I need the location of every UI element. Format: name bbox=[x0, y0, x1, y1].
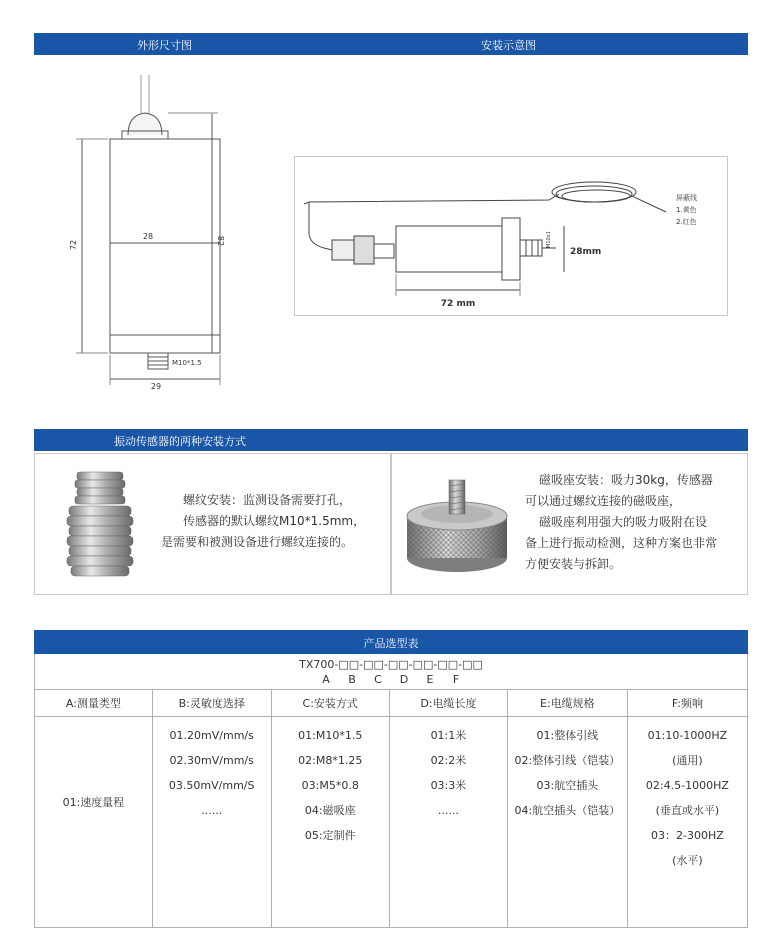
col-cable-spec bbox=[507, 717, 627, 928]
option-item: 04:磁吸座 bbox=[304, 804, 356, 817]
install-diagram-title: 安装示意图 bbox=[481, 39, 536, 52]
option-item: 05:定制件 bbox=[304, 829, 356, 842]
col-measure-type bbox=[35, 717, 153, 928]
option-item: 03:航空插头 bbox=[536, 779, 599, 792]
install-length: 72 mm bbox=[440, 299, 476, 309]
magnet-mount-line1: 磁吸座安装：吸力30kg，传感器 bbox=[539, 473, 713, 487]
letter-d: D bbox=[399, 673, 409, 686]
option-item: 03.50mV/mm/S bbox=[168, 779, 255, 792]
install-wire-label: 屏蔽线 bbox=[676, 194, 697, 202]
selection-body-row bbox=[35, 717, 748, 928]
option-item: 03:3米 bbox=[430, 779, 467, 792]
screw-mount-panel bbox=[34, 453, 392, 595]
install-diagram bbox=[294, 156, 728, 316]
option-item: (通用) bbox=[672, 754, 703, 767]
option-item: 03：2-300HZ bbox=[651, 829, 724, 842]
header-mount-method: C:安装方式 bbox=[271, 690, 389, 717]
header-measure-type: A:测量类型 bbox=[35, 690, 153, 717]
selection-table-title: 产品选型表 bbox=[363, 637, 419, 650]
letter-f: F bbox=[452, 673, 460, 686]
magnet-mount-line4: 备上进行振动检测，这种方案也非常 bbox=[525, 536, 718, 550]
letter-c: C bbox=[374, 673, 382, 686]
mount-methods-title: 振动传感器的两种安装方式 bbox=[114, 435, 246, 448]
threaded-stud-image bbox=[61, 466, 151, 586]
dim-thread: M10*1.5 bbox=[172, 359, 202, 367]
option-item: 02.30mV/mm/s bbox=[169, 754, 254, 767]
option-item: (水平) bbox=[672, 854, 703, 867]
install-thread-label: M10x1 bbox=[546, 231, 552, 248]
dim-diameter: 28 bbox=[142, 232, 154, 241]
model-code-row bbox=[34, 654, 748, 690]
header-frequency: F:频响 bbox=[627, 690, 747, 717]
install-diameter: 28mm bbox=[570, 247, 602, 257]
dim-height-total: 82 bbox=[216, 235, 225, 247]
magnet-mount-line5: 方便安装与拆卸。 bbox=[525, 557, 622, 571]
screw-mount-line1: 螺纹安装：监测设备需要打孔， bbox=[183, 493, 352, 507]
option-item: ...... bbox=[437, 804, 459, 817]
model-code: TX700-□□-□□-□□-□□-□□-□□ bbox=[299, 658, 483, 671]
dimension-drawing bbox=[60, 75, 240, 395]
dimensions-header-bar bbox=[34, 33, 748, 55]
model-code-letters bbox=[35, 673, 747, 686]
letter-e: E bbox=[426, 673, 434, 686]
magnet-mount-panel bbox=[390, 453, 748, 595]
mount-methods-header-bar bbox=[34, 429, 748, 451]
header-cable-length: D:电缆长度 bbox=[389, 690, 507, 717]
option-item: 01:10-1000HZ bbox=[647, 729, 728, 742]
magnet-mount-line2: 可以通过螺纹连接的磁吸座， bbox=[525, 494, 682, 508]
option-item: 02:M8*1.25 bbox=[298, 754, 363, 767]
screw-mount-line2: 传感器的默认螺纹M10*1.5mm， bbox=[183, 514, 366, 528]
install-wire-2: 2.红色 bbox=[676, 218, 697, 226]
option-item: 03:M5*0.8 bbox=[301, 779, 359, 792]
col-cable-length bbox=[389, 717, 507, 928]
option-item: (垂直或水平) bbox=[655, 804, 720, 817]
selection-header-row bbox=[35, 690, 748, 717]
dim-height-body: 72 bbox=[69, 239, 78, 251]
letter-a: A bbox=[322, 673, 330, 686]
option-item: 01.20mV/mm/s bbox=[169, 729, 254, 742]
magnet-mount-line3: 磁吸座利用强大的吸力吸附在设 bbox=[539, 515, 708, 529]
option-item: 01:1米 bbox=[430, 729, 467, 742]
letter-b: B bbox=[348, 673, 356, 686]
col-frequency bbox=[627, 717, 747, 928]
option-item: ...... bbox=[201, 804, 223, 817]
col-mount-method bbox=[271, 717, 389, 928]
header-cable-spec: E:电缆规格 bbox=[507, 690, 627, 717]
selection-table bbox=[34, 689, 748, 928]
dim-base-width: 29 bbox=[150, 382, 162, 391]
option-item: 02:2米 bbox=[430, 754, 467, 767]
install-wire-1: 1.黄色 bbox=[676, 206, 697, 214]
option-item: 02:4.5-1000HZ bbox=[645, 779, 729, 792]
dimensions-title: 外形尺寸图 bbox=[137, 39, 192, 52]
header-sensitivity: B:灵敏度选择 bbox=[152, 690, 271, 717]
option-item: 01:整体引线 bbox=[536, 729, 599, 742]
magnetic-base-image bbox=[401, 470, 513, 582]
col-sensitivity bbox=[152, 717, 271, 928]
screw-mount-line3: 是需要和被测设备进行螺纹连接的。 bbox=[161, 535, 354, 549]
option-item: 02:整体引线（铠装） bbox=[514, 754, 621, 767]
option-item: 01:速度量程 bbox=[62, 795, 125, 809]
option-item: 01:M10*1.5 bbox=[298, 729, 363, 742]
option-item: 04:航空插头（铠装） bbox=[514, 804, 621, 817]
selection-header-bar bbox=[34, 630, 748, 654]
